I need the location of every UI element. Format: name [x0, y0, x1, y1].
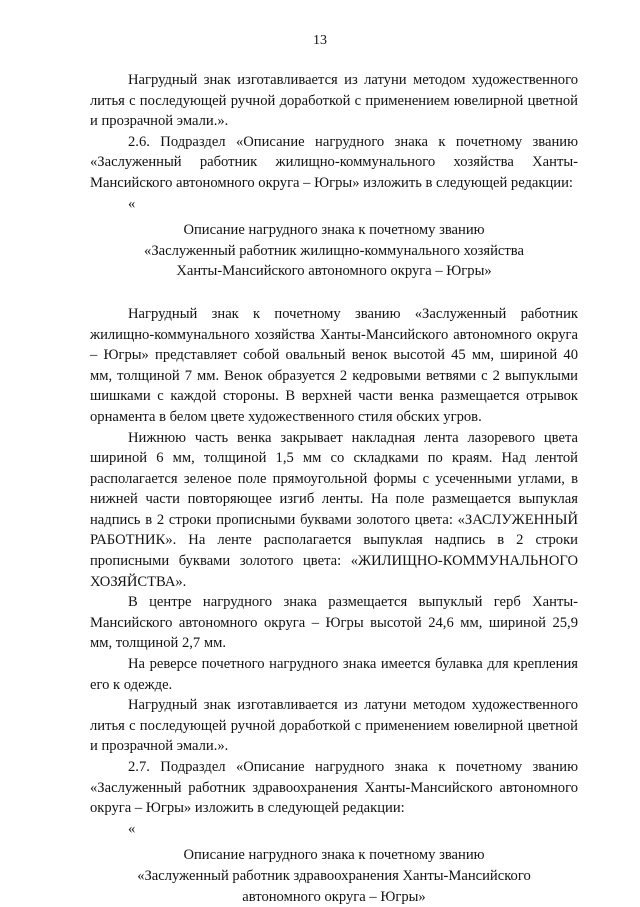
- opening-quote-mark: «: [128, 195, 136, 212]
- opening-quote-mark-2: «: [128, 820, 136, 837]
- paragraph-reverse: На реверсе почетного нагрудного знака имеется булавка для крепления его к одежде.: [90, 656, 578, 693]
- heading-1-line-3: Ханты-Мансийского автономного округа – Югры»: [176, 263, 492, 280]
- heading-2-line-1: Описание нагрудного знака к почетному званию: [183, 847, 485, 864]
- paragraph-section-2-7: 2.7. Подраздел «Описание нагрудного знака к почетному званию «Заслуженный работник здравоохранения Ханты-Мансийского автономного округа – Югры» изложить в следующей редакции:: [90, 759, 578, 817]
- paragraph-badge-description: Нагрудный знак к почетному званию «Заслуженный работник жилищно-коммунального хозяйства Ханты-Мансийского автономного округа – Югры» представляет собой овальный венок высотой 45 мм, шириной 40 мм, толщиной 7 мм. Венок образуется 2 кедровыми ветвями с 2 выпуклыми шишками с каждой стороны. В верхней части венка размещается отрывок орнамента в белом цвете художественного стиля обских угров.: [90, 305, 578, 425]
- heading-1-line-1: Описание нагрудного знака к почетному званию: [183, 222, 485, 239]
- paragraph-coat-of-arms: В центре нагрудного знака размещается выпуклый герб Ханты-Мансийского автономного округа – Югры высотой 24,6 мм, шириной 25,9 мм, толщиной 2,7 мм.: [90, 594, 578, 652]
- heading-2-line-2: «Заслуженный работник здравоохранения Ханты-Мансийского: [137, 867, 531, 884]
- page-number: 13: [313, 33, 327, 48]
- heading-2-line-3: автономного округа – Югры»: [242, 888, 426, 905]
- heading-1-line-2: «Заслуженный работник жилищно-коммунального хозяйства: [144, 242, 524, 259]
- paragraph-section-2-6: 2.6. Подраздел «Описание нагрудного знака к почетному званию «Заслуженный работник жилищно-коммунального хозяйства Ханты-Мансийского автономного округа – Югры» изложить в следующей редакции:: [90, 133, 578, 191]
- paragraph-manufacturing-2: Нагрудный знак изготавливается из латуни методом художественного литья с последующей ручной доработкой с применением ювелирной цветной и прозрачной эмали.».: [90, 697, 578, 755]
- paragraph-ribbon-description: Нижнюю часть венка закрывает накладная лента лазоревого цвета шириной 6 мм, толщиной 1,5 мм со складками по краям. Над лентой располагается зеленое поле прямоугольной формы с усеченными углами, в нижней части повторяющее изгиб ленты. На поле размещается выпуклая надпись в 2 строки прописными буквами золотого цвета: «ЗАСЛУЖЕННЫЙ РАБОТНИК». На ленте располагается выпуклая надпись в 2 строки прописными буквами золотого цвета: «ЖИЛИЩНО-КОММУНАЛЬНОГО ХОЗЯЙСТВА».: [90, 429, 578, 590]
- document-body: [90, 70, 578, 907]
- paragraph-manufacturing-1: Нагрудный знак изготавливается из латуни методом художественного литья с последующей ручной доработкой с применением ювелирной цветной и прозрачной эмали.».: [90, 72, 578, 130]
